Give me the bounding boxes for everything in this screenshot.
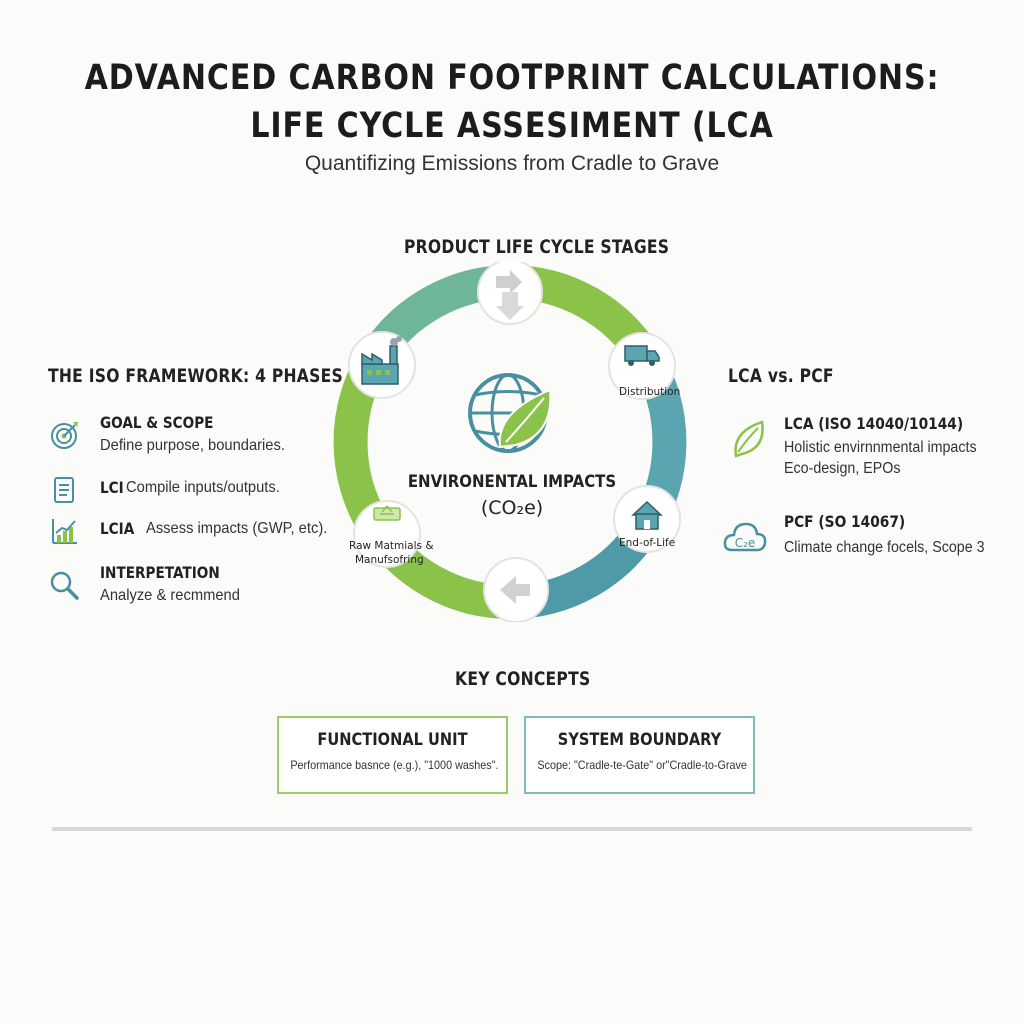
raw-materials-label-2: Manufsofring [355, 554, 424, 566]
lca-line-1: Holistic envirnnmental impacts [784, 439, 977, 456]
phase-name: LCI [100, 478, 124, 497]
phase-name: INTERPETATION [100, 563, 220, 582]
phase-name: GOAL & SCOPE [100, 413, 214, 432]
subtitle: Quantifizing Emissions from Cradle to Grave [304, 152, 720, 175]
life-cycle-diagram [330, 262, 690, 622]
distribution-label: Distribution [619, 386, 681, 398]
leaf-icon [728, 418, 768, 460]
functional-unit-title: FUNCTIONAL UNIT [317, 730, 468, 750]
system-boundary-title: SYSTEM BOUNDARY [557, 730, 722, 750]
globe-leaf-icon [470, 375, 550, 451]
divider [52, 827, 972, 831]
raw-materials-label-1: Raw Matmials & [349, 540, 434, 552]
pcf-line-1: Climate change focels, Scope 3 [784, 539, 985, 556]
lca-line-2: Eco-design, EPOs [784, 460, 901, 477]
cycle-heading: PRODUCT LIFE CYCLE STAGES [404, 236, 670, 258]
center-unit: (CO₂e) [480, 497, 544, 519]
phase-desc: Compile inputs/outputs. [126, 479, 280, 496]
target-icon [48, 419, 80, 451]
end-of-life-label: End-of-Life [619, 537, 676, 549]
center-label: ENVIRONENTAL IMPACTS [407, 472, 617, 492]
factory-node [349, 332, 415, 398]
cloud-co2-icon [722, 516, 768, 556]
title-line-2: LIFE CYCLE ASSESIMENT (LCA [250, 106, 774, 146]
system-boundary-desc: Scope: "Cradle-te-Gate" or"Cradle-to-Grave [537, 758, 747, 772]
system-boundary-box [524, 716, 755, 794]
key-concepts-heading: KEY CONCEPTS [455, 668, 591, 690]
bar-chart-icon [48, 515, 80, 547]
phase-desc: Analyze & recmmend [100, 587, 240, 604]
phase-desc: Assess impacts (GWP, etc). [146, 520, 328, 537]
lca-name: LCA (ISO 14040/10144) [784, 414, 964, 433]
pcf-name: PCF (SO 14067) [784, 512, 906, 531]
cycle-arrow-top [478, 262, 542, 324]
lca-vs-pcf-heading: LCA vs. PCF [728, 365, 834, 387]
cloud-icon-text: C₂e [734, 536, 756, 550]
phase-name: LCIA [100, 519, 135, 538]
phase-desc: Define purpose, boundaries. [100, 437, 285, 454]
magnifier-icon [48, 569, 80, 601]
cycle-arrow-bottom [484, 558, 548, 622]
functional-unit-desc: Performance basnce (e.g.), "1000 washes". [290, 758, 499, 772]
iso-heading: THE ISO FRAMEWORK: 4 PHASES [48, 365, 343, 387]
functional-unit-box [277, 716, 508, 794]
title-line-1: ADVANCED CARBON FOOTPRINT CALCULATIONS: [84, 58, 940, 98]
